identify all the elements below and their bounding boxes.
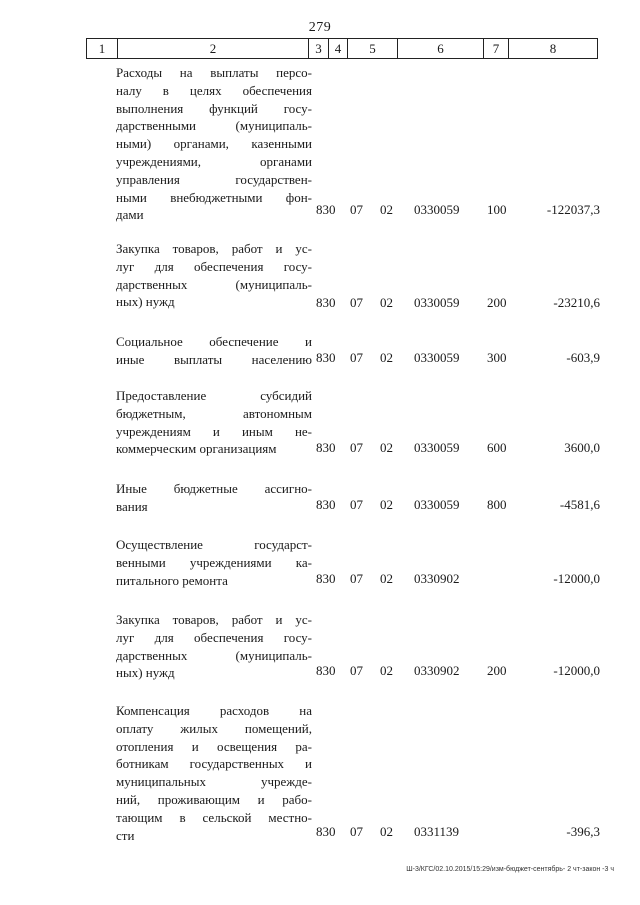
csr-code: 0330902: [414, 663, 460, 678]
row-description: [116, 702, 312, 844]
razdel-code: 07: [350, 440, 363, 455]
podrazdel-code: 02: [380, 824, 393, 839]
razdel-code: 07: [350, 663, 363, 678]
podrazdel-code: 02: [380, 497, 393, 512]
csr-code: 0330059: [414, 350, 460, 365]
description-line: выполнения функций госу-: [116, 100, 312, 116]
grbs-code: 830: [316, 571, 336, 586]
header-col-1: 1: [98, 41, 106, 56]
grbs-code: 830: [316, 824, 336, 839]
razdel-code: 07: [350, 497, 363, 512]
description-line: вания: [116, 498, 148, 514]
description-line: Закупка товаров, работ и ус-: [116, 612, 312, 627]
description-line: Компенсация расходов на: [116, 703, 312, 718]
row-description: [116, 240, 312, 311]
razdel-code: 07: [350, 350, 363, 365]
page-number: 279: [308, 20, 332, 35]
description-line: управления государствен-: [116, 171, 312, 187]
grbs-code: 830: [316, 350, 336, 365]
header-col-8: 8: [508, 39, 597, 58]
description-line: тающим в сельской местно-: [116, 809, 312, 825]
description-line: Иные бюджетные ассигно-: [116, 481, 312, 496]
description-line: Расходы на выплаты персо-: [116, 65, 312, 80]
vr-code: 300: [487, 350, 507, 365]
grbs-code: 830: [316, 663, 336, 678]
row-description: [116, 387, 312, 458]
description-line: ных) нужд: [116, 294, 175, 310]
header-col-7: 7: [483, 39, 508, 58]
description-line: луг для обеспечения госу-: [116, 629, 312, 645]
razdel-code: 07: [350, 824, 363, 839]
vr-code: 600: [487, 440, 507, 455]
row-description: [116, 333, 312, 369]
csr-code: 0330059: [414, 295, 460, 310]
razdel-code: 07: [350, 202, 363, 217]
header-col-2: 2: [117, 39, 308, 58]
description-line: иные выплаты населению: [116, 351, 312, 367]
description-line: венными учреждениями ка-: [116, 554, 312, 570]
podrazdel-code: 02: [380, 663, 393, 678]
description-line: ботникам государственных и: [116, 756, 312, 772]
sum-value: -23210,6: [553, 295, 600, 310]
podrazdel-code: 02: [380, 295, 393, 310]
description-line: оплату жилых помещений,: [116, 720, 312, 736]
document-footer: Ш-3/КГС/02.10.2015/15:29/изм-бюджет-сентябрь- 2 чт-закон -3 ч: [406, 866, 614, 873]
description-line: дарственных (муниципаль-: [116, 276, 312, 292]
grbs-code: 830: [316, 295, 336, 310]
description-line: сти: [116, 827, 135, 843]
vr-code: 200: [487, 295, 507, 310]
description-line: дарственными (муниципаль-: [116, 118, 312, 134]
csr-code: 0330902: [414, 571, 460, 586]
description-line: ными) органами, казенными: [116, 136, 312, 152]
podrazdel-code: 02: [380, 202, 393, 217]
vr-code: 800: [487, 497, 507, 512]
vr-code: 200: [487, 663, 507, 678]
description-line: Осуществление государст-: [116, 537, 312, 552]
description-line: Закупка товаров, работ и ус-: [116, 241, 312, 256]
description-line: бюджетным, автономным: [116, 405, 312, 421]
row-description: [116, 536, 312, 589]
description-line: луг для обеспечения госу-: [116, 258, 312, 274]
podrazdel-code: 02: [380, 440, 393, 455]
vr-code: 100: [487, 202, 507, 217]
table-header: [86, 38, 598, 59]
sum-value: -12000,0: [553, 571, 600, 586]
description-line: ных) нужд: [116, 665, 175, 681]
grbs-code: 830: [316, 440, 336, 455]
sum-value: -603,9: [566, 350, 600, 365]
razdel-code: 07: [350, 295, 363, 310]
description-line: учреждениями, органами: [116, 153, 312, 169]
row-description: [116, 480, 312, 516]
sum-value: 3600,0: [564, 440, 600, 455]
row-description: [116, 64, 312, 224]
header-col-4: 4: [328, 39, 347, 58]
description-line: ными внебюджетными фон-: [116, 189, 312, 205]
csr-code: 0330059: [414, 440, 460, 455]
description-line: ний, проживающим и рабо-: [116, 791, 312, 807]
podrazdel-code: 02: [380, 571, 393, 586]
sum-value: -12000,0: [553, 663, 600, 678]
row-description: [116, 611, 312, 682]
description-line: учреждениям и иным не-: [116, 423, 312, 439]
sum-value: -4581,6: [559, 497, 600, 512]
description-line: дарственных (муниципаль-: [116, 647, 312, 663]
sum-value: -396,3: [566, 824, 600, 839]
description-line: коммерческим организациям: [116, 441, 277, 457]
podrazdel-code: 02: [380, 350, 393, 365]
sum-value: -122037,3: [546, 202, 600, 217]
description-line: Социальное обеспечение и: [116, 334, 312, 349]
csr-code: 0330059: [414, 202, 460, 217]
csr-code: 0330059: [414, 497, 460, 512]
description-line: питального ремонта: [116, 572, 228, 588]
csr-code: 0331139: [414, 824, 460, 839]
description-line: дами: [116, 207, 144, 223]
header-col-3: 3: [308, 39, 328, 58]
description-line: Предоставление субсидий: [116, 388, 312, 403]
grbs-code: 830: [316, 497, 336, 512]
razdel-code: 07: [350, 571, 363, 586]
description-line: налу в целях обеспечения: [116, 82, 312, 98]
description-line: муниципальных учрежде-: [116, 774, 312, 790]
description-line: отопления и освещения ра-: [116, 738, 312, 754]
header-col-6: 6: [397, 39, 483, 58]
header-col-5: 5: [347, 39, 397, 58]
grbs-code: 830: [316, 202, 336, 217]
